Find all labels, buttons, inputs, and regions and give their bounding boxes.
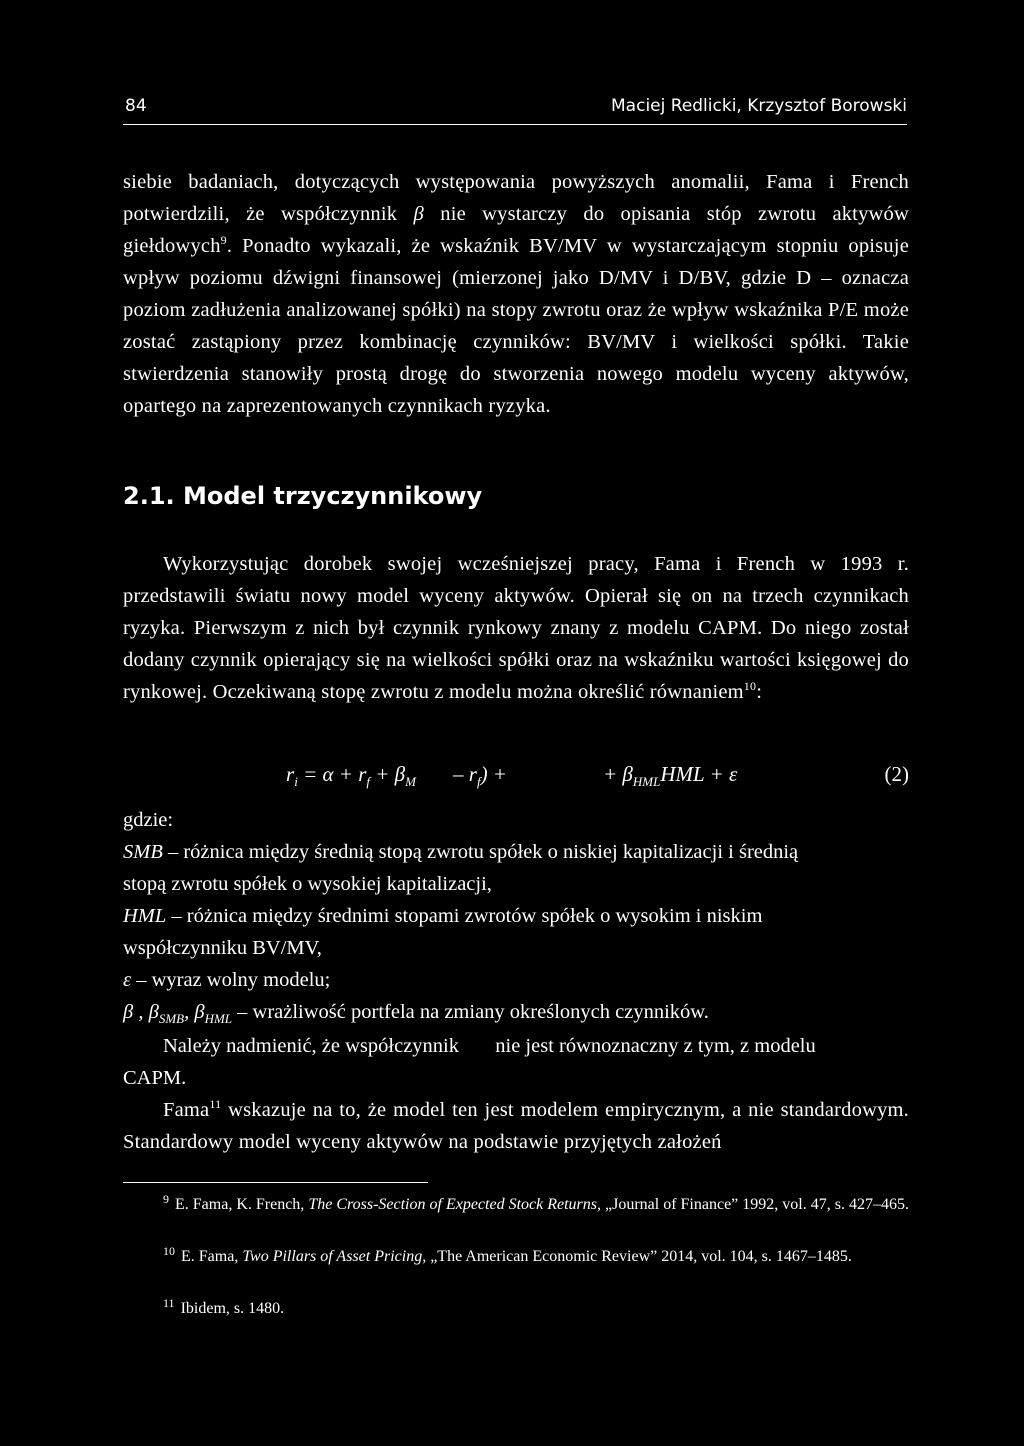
paragraph-3: Należy nadmienić, że współczynnik nie jest równoznaczny z tym, z modelu [163,1035,816,1057]
footnote-ref-10[interactable]: 10 [743,679,757,694]
footnote-11: $^{11}$ Ibidem, s. 1480. [163,1295,285,1317]
page-number: 84 [125,96,147,116]
footnote-separator [123,1182,428,1183]
equation-2 [123,758,909,794]
definition-epsilon: ε – wyraz wolny modelu; [123,969,331,991]
section-heading: 2.1. Model trzyczynnikowy [123,482,483,510]
running-header [123,94,907,125]
paragraph-1: siebie badaniach, dotyczących występowania powyższych anomalii, Fama i French potwierdzili, że współczynnik β nie wystarczy do opisania stóp zwrotu aktywów giełdowych$^9$. Ponadto wykazali, że wskaźnik BV/MV w wystarczającym stopniu opisuje wpływ poziomu dźwigni finansowej (mierzonej jako D/MV i D/BV, gdzie D – oznacza poziom zadłużenia analizowanej spółki) na stopy zwrotu oraz że wpływ wskaźnika P/E może zostać zastąpiony przez kombinację czynników: BV/MV i wielkości spółki. Takie stwierdzenia stanowiły prostą drogę do stworzenia nowego modelu wyceny aktywów, opartego na zaprezentowanych czynnikach ryzyka. [123,171,909,417]
equation-rhs: + $\beta_{HML}HML + \varepsilon$ [603,762,738,790]
paragraph-3-cont: CAPM. [123,1067,187,1089]
definition-smb-cont: stopą zwrotu spółek o wysokiej kapitalizacji, [123,873,492,895]
definitions-intro: gdzie: [123,809,174,831]
header-authors: Maciej Redlicki, Krzysztof Borowski [611,96,907,116]
equation-number: (2) [884,762,909,786]
footnote-10: $^{10}$ E. Fama, Two Pillars of Asset Pricing, „The American Economic Review” 2014, vol. 104, s. 1467–1485. [163,1243,852,1265]
paragraph-4: Fama$^{11}$ wskazuje na to, że model ten jest modelem empirycznym, a nie standardowym. Standardowy model wyceny aktywów na podstawie przyjętych założeń [123,1097,909,1153]
definition-hml-cont: współczynniku BV/MV, [123,937,322,959]
footnote-9: $^9$ E. Fama, K. French, The Cross-Section of Expected Stock Returns, „Journal of Finance” 1992, vol. 47, s. 427–465. [163,1191,909,1213]
definition-smb: SMB – różnica między średnią stopą zwrotu spółek o niskiej kapitalizacji i średnią [123,841,799,863]
footnote-ref-9[interactable]: 9 [220,233,227,248]
equation-lhs: $r_i = \alpha + r_f + \beta_M$ [286,762,416,790]
paragraph-2: Wykorzystując dorobek swojej wcześniejszej pracy, Fama i French w 1993 r. przedstawili światu nowy model wyceny aktywów. Opierał się on na trzech czynnikach ryzyka. Pierwszym z nich był czynnik rynkowy znany z modelu CAPM. Do niego został dodany czynnik opierający się na wielkości spółki oraz na wskaźniku wartości księgowej do rynkowej. Oczekiwaną stopę zwrotu z modelu można określić równaniem$^{10}$: [123,553,909,703]
equation-mid: – $r_f$) + [453,762,507,790]
definition-betas: β , $\beta_{SMB}$, $\beta_{HML}$ – wrażliwość portfela na zmiany określonych czynników. [123,1001,709,1027]
footnote-ref-11[interactable]: 11 [209,1097,222,1112]
definition-hml: HML – różnica między średnimi stopami zwrotów spółek o wysokim i niskim [123,905,763,927]
